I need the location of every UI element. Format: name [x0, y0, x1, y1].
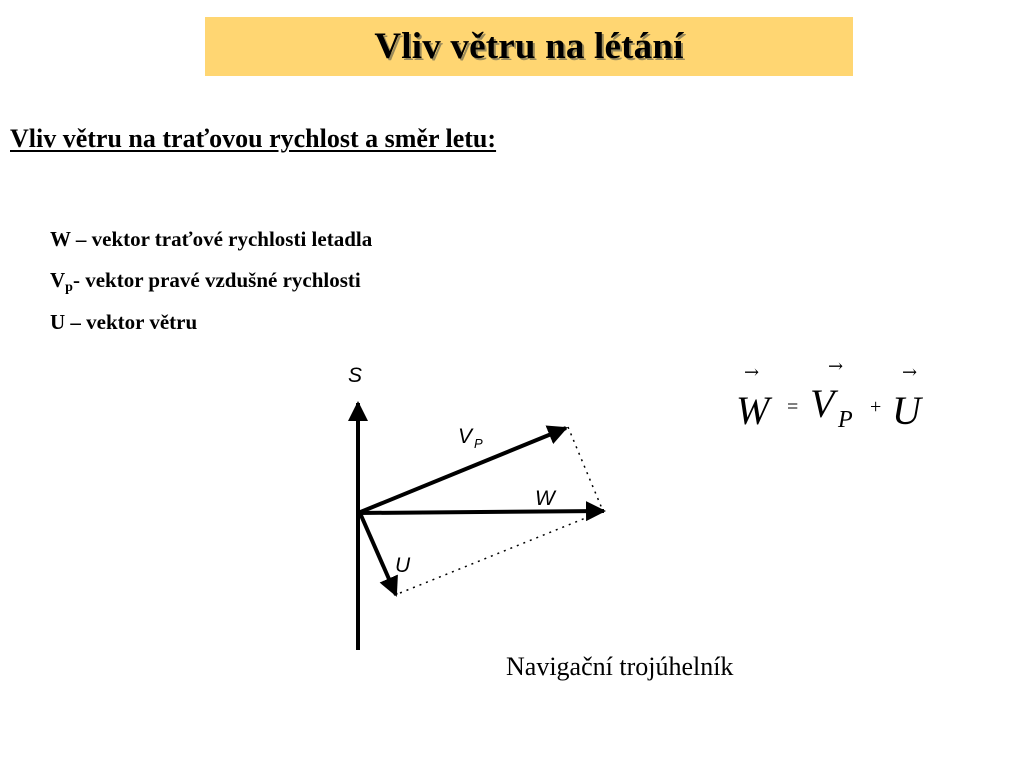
- title-banner: [205, 17, 853, 76]
- definition-w: [50, 227, 372, 252]
- dotted-line-u-to-w: [400, 511, 603, 593]
- navigation-triangle-svg: [330, 355, 630, 655]
- diagram-caption: Navigační trojúhelník: [506, 652, 734, 681]
- v-arrow-icon: →: [828, 356, 844, 377]
- slide-subtitle: Vliv větru na traťovou rychlost a směr letu:: [10, 124, 497, 153]
- definition-u: [50, 310, 197, 335]
- formula-w: W: [736, 388, 770, 433]
- w-arrow-icon: →: [744, 362, 760, 383]
- definition-vp: [50, 268, 361, 296]
- definition-w-text: – vektor traťové rychlosti letadla: [70, 227, 373, 251]
- definition-vp-text: - vektor pravé vzdušné rychlosti: [72, 268, 361, 292]
- label-u: U: [395, 554, 411, 577]
- definition-vp-symbol: V: [50, 268, 66, 292]
- label-vp: V: [458, 425, 473, 448]
- navigation-triangle-diagram: [330, 355, 630, 655]
- label-w: W: [535, 487, 555, 510]
- dotted-line-vp-to-w: [568, 427, 603, 511]
- definition-u-symbol: U: [50, 310, 66, 334]
- formula-v-subscript: P: [838, 407, 853, 433]
- formula-u: U: [892, 388, 921, 433]
- label-north: S: [348, 364, 363, 387]
- definition-vp-subscript: p: [65, 280, 73, 295]
- definition-w-symbol: W: [50, 227, 71, 251]
- vector-formula: [730, 356, 940, 440]
- definition-u-text: – vektor větru: [65, 310, 198, 334]
- u-vector: [360, 513, 396, 595]
- w-vector: [358, 511, 604, 513]
- label-vp-subscript: P: [474, 436, 483, 451]
- formula-plus: +: [870, 396, 882, 418]
- u-arrow-icon: →: [902, 362, 918, 383]
- formula-equals: =: [787, 396, 799, 418]
- formula-v: V: [810, 381, 835, 426]
- slide-title: Vliv větru na létání: [374, 26, 684, 67]
